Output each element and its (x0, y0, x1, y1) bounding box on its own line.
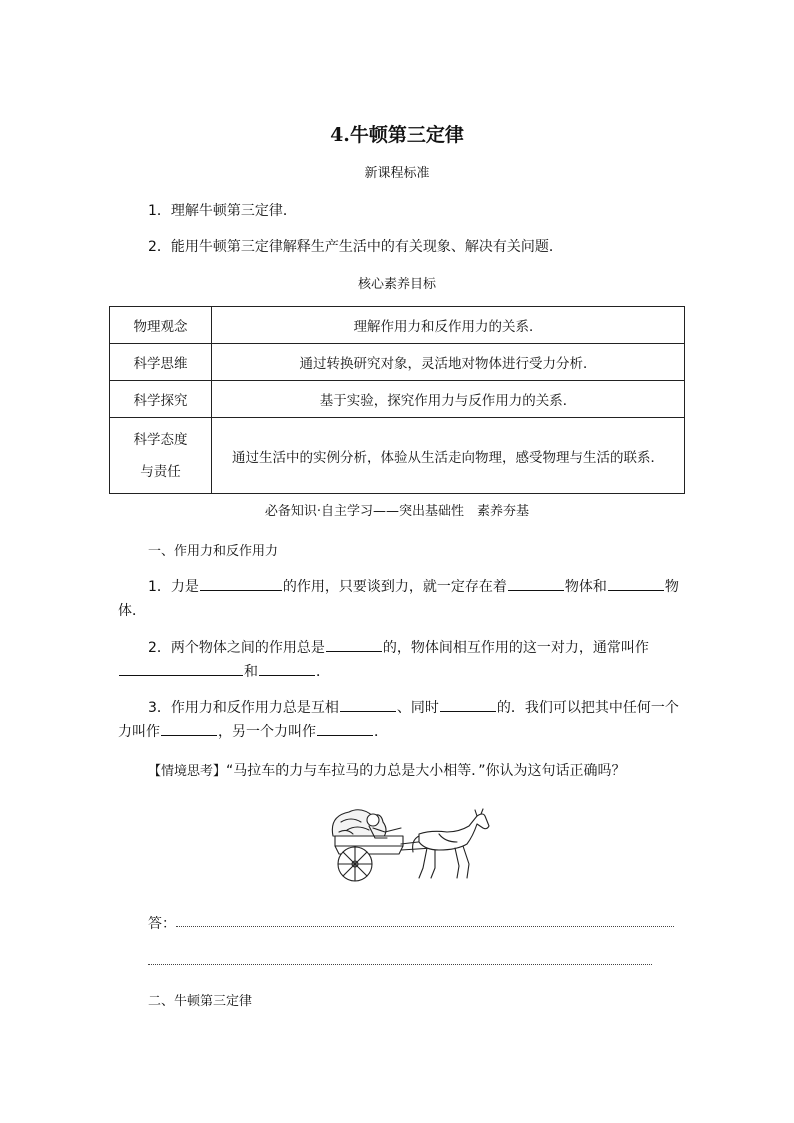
row-label (110, 418, 212, 494)
standard-item-2: 2．能用牛顿第三定律解释生产生活中的有关现象、解决有关问题． (148, 239, 563, 255)
question-text: 的．我们可以把其中任何一个 (496, 700, 679, 716)
section-heading-1: 一、作用力和反作用力 (148, 544, 279, 559)
fill-blank[interactable] (161, 721, 217, 736)
standard-heading: 新课程标准 (364, 166, 430, 181)
fill-blank[interactable] (200, 576, 282, 591)
standard-item-1: 1．理解牛顿第三定律． (148, 203, 297, 219)
row-label-line: 与责任 (140, 463, 181, 480)
fill-blank[interactable] (340, 697, 396, 712)
answer-line[interactable] (148, 964, 652, 965)
table-row (110, 344, 685, 381)
section-heading-2: 二、牛顿第三定律 (148, 994, 253, 1009)
row-text: 理解作用力和反作用力的关系． (212, 307, 685, 344)
row-text: 通过生活中的实例分析，体验从生活走向物理，感受物理与生活的联系． (212, 418, 685, 494)
page-title: 4.牛顿第三定律 (330, 124, 464, 146)
row-label-line: 科学态度 (133, 431, 188, 448)
row-text: 通过转换研究对象，灵活地对物体进行受力分析． (212, 344, 685, 381)
row-label: 物理观念 (110, 307, 212, 344)
scenario-tag: 【情境思考】 (148, 764, 227, 779)
question-3-line2 (118, 721, 388, 741)
question-text: 1．力是 (148, 579, 199, 595)
fill-blank[interactable] (608, 576, 664, 591)
question-text: 物 (664, 579, 679, 595)
fill-blank[interactable] (508, 576, 564, 591)
answer-line[interactable] (176, 926, 674, 927)
row-label: 科学思维 (110, 344, 212, 381)
question-text: 力叫作 (118, 724, 160, 740)
question-text: 的，物体间相互作用的这一对力，通常叫作 (382, 640, 649, 656)
answer-label: 答： (148, 916, 176, 932)
table-row (110, 381, 685, 418)
knowledge-banner: 必备知识·自主学习——突出基础性 素养夯基 (264, 504, 530, 519)
fill-blank[interactable] (440, 697, 496, 712)
row-label: 科学探究 (110, 381, 212, 418)
table-row (110, 307, 685, 344)
scenario-text: “马拉车的力与车拉马的力总是大小相等．”你认为这句话正确吗？ (226, 763, 626, 779)
question-3-line1 (148, 697, 679, 717)
horse-cart-illustration (327, 808, 495, 886)
question-text: ，另一个力叫作 (218, 724, 316, 740)
question-text: ． (316, 664, 330, 680)
row-text: 基于实验，探究作用力与反作用力的关系． (212, 381, 685, 418)
question-text: 3．作用力和反作用力总是互相 (148, 700, 339, 716)
fill-blank[interactable] (326, 637, 382, 652)
question-text: 2．两个物体之间的作用总是 (148, 640, 325, 656)
question-text: 的作用，只要谈到力，就一定存在着 (282, 579, 507, 595)
question-text: 、同时 (396, 700, 439, 716)
literacy-table (109, 306, 685, 494)
scenario-question (148, 760, 626, 780)
question-1-line1 (148, 576, 679, 596)
question-text: 和 (244, 664, 258, 680)
question-1-line2: 体． (118, 603, 146, 619)
fill-blank[interactable] (317, 721, 373, 736)
fill-blank[interactable] (259, 661, 315, 676)
literacy-heading: 核心素养目标 (357, 277, 436, 292)
question-text: 物体和 (564, 579, 607, 595)
fill-blank[interactable] (119, 661, 243, 676)
question-text: ． (374, 724, 388, 740)
table-row (110, 418, 685, 494)
question-2-line1 (148, 637, 649, 657)
question-2-line2 (118, 661, 330, 681)
